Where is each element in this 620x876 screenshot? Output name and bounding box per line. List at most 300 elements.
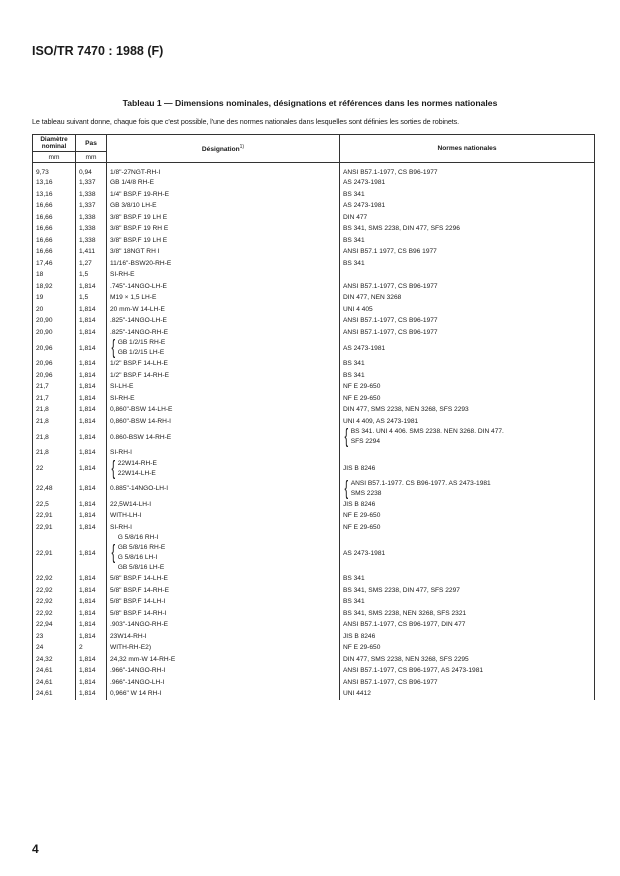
designation-cell [107, 427, 340, 447]
pitch-cell: 1,814 [76, 416, 107, 428]
pitch-cell: 1,338 [76, 223, 107, 235]
standards-text: ANSI B57.1-1977, CS B96-1977 [343, 282, 438, 290]
diameter-cell: 18 [33, 269, 76, 281]
designation-cell [107, 258, 340, 270]
table-row [33, 223, 595, 235]
table-row [33, 619, 595, 631]
table-row [33, 269, 595, 281]
table-row [33, 177, 595, 189]
standards-text: BS 341, SMS 2238, NEN 3268, SFS 2321 [343, 609, 467, 617]
designation-text: 0,966" W 14 RH-I [110, 690, 162, 698]
intro-text: Le tableau suivant donne, chaque fois que c'est possible, l'une des normes nationales dans lesquelles sont définies les sorties de robinets. [32, 117, 460, 126]
table-row [33, 315, 595, 327]
standards-cell [340, 246, 595, 258]
table-row [33, 510, 595, 522]
designation-text: 20 mm-W 14-LH-E [110, 305, 165, 313]
diameter-cell: 22,91 [33, 510, 76, 522]
table-row [33, 447, 595, 459]
designation-cell [107, 315, 340, 327]
table-row [33, 573, 595, 585]
pitch-cell: 1,814 [76, 631, 107, 643]
designation-text: .966"-14NGO-RH-I [110, 667, 166, 675]
standards-cell [340, 427, 595, 447]
table-row [33, 642, 595, 654]
standards-cell [340, 393, 595, 405]
diameter-cell: 21,7 [33, 393, 76, 405]
designation-lines [118, 338, 166, 358]
standards-cell [340, 608, 595, 620]
designation-text: 0,860"-BSW 14-RH-I [110, 417, 171, 425]
standards-cell [340, 499, 595, 511]
standards-cell [340, 447, 595, 459]
col-header-normes: Normes nationales [340, 135, 595, 163]
pitch-cell: 1,814 [76, 358, 107, 370]
designation-cell [107, 522, 340, 534]
designation-text: 1/4" BSP.F 19-RH-E [110, 190, 170, 198]
table-row [33, 358, 595, 370]
standards-cell [340, 642, 595, 654]
table-row [33, 459, 595, 479]
diameter-cell: 19 [33, 292, 76, 304]
standards-text: BS 341, SMS 2238, DIN 477, SFS 2297 [343, 586, 460, 594]
table-row [33, 327, 595, 339]
table-row [33, 200, 595, 212]
designation-cell [107, 677, 340, 689]
designation-cell [107, 304, 340, 316]
pitch-cell: 1,5 [76, 292, 107, 304]
designation-cell [107, 163, 340, 178]
designation-brace: { [111, 458, 116, 479]
designation-text: 24,32 mm-W 14-RH-E [110, 655, 176, 663]
standards-cell [340, 522, 595, 534]
standards-text: ANSI B57.1-1977, CS B96-1977 [343, 168, 438, 176]
table-row [33, 533, 595, 573]
table-row [33, 246, 595, 258]
table-row [33, 393, 595, 405]
designation-cell [107, 416, 340, 428]
diameter-cell: 16,66 [33, 235, 76, 247]
standards-cell [340, 677, 595, 689]
designation-text: SI-RH-E [110, 394, 135, 402]
standards-text: UNI 4 409, AS 2473-1981 [343, 417, 419, 425]
standards-text: JIS B 8246 [343, 465, 376, 472]
standards-line: SMS 2238 [350, 489, 382, 497]
table-caption: Tableau 1 — Dimensions nominales, désignations et références dans les normes nationales [122, 98, 498, 108]
standards-cell [340, 292, 595, 304]
standards-text: BS 341 [343, 236, 365, 244]
designation-text: 1/8"-27NGT-RH-I [110, 168, 161, 176]
table-row [33, 258, 595, 270]
standards-text: BS 341 [343, 259, 365, 267]
pitch-cell: 1,814 [76, 338, 107, 358]
table-row [33, 677, 595, 689]
designation-cell [107, 381, 340, 393]
standards-text: NF E 29-650 [343, 644, 381, 652]
pitch-cell: 1,814 [76, 688, 107, 700]
designation-cell [107, 499, 340, 511]
standards-text: JIS B 8246 [343, 632, 376, 640]
standards-cell [340, 631, 595, 643]
standards-cell [340, 177, 595, 189]
standards-text: JIS B 8246 [343, 500, 376, 508]
standards-text: ANSI B57.1 1977, CS B96 1977 [343, 248, 437, 256]
standards-line: ANSI B57.1-1977. CS B96-1977. AS 2473-1981 [350, 479, 491, 487]
pitch-cell: 1,338 [76, 189, 107, 201]
designation-cell [107, 358, 340, 370]
designation-cell [107, 665, 340, 677]
standards-text: NF E 29-650 [343, 394, 381, 402]
standards-cell [340, 223, 595, 235]
diameter-cell: 21,8 [33, 416, 76, 428]
designation-cell [107, 585, 340, 597]
diameter-cell: 23 [33, 631, 76, 643]
col-header-pas: Pas [76, 135, 107, 152]
designation-cell [107, 479, 340, 499]
standards-cell [340, 281, 595, 293]
pitch-cell: 1,814 [76, 585, 107, 597]
designation-line: GB 5/8/16 LH-E [117, 564, 165, 571]
designation-text: 3/8" 18NGT RH I [110, 248, 160, 256]
standards-text: NF E 29-650 [343, 523, 381, 531]
standards-line: SFS 2294 [350, 438, 381, 445]
designation-cell [107, 223, 340, 235]
table-row [33, 427, 595, 447]
standards-text: DIN 477 [343, 213, 368, 221]
pitch-cell: 1,814 [76, 677, 107, 689]
pitch-cell: 1,814 [76, 281, 107, 293]
standards-text: BS 341 [343, 371, 365, 379]
table-row [33, 338, 595, 358]
designation-cell [107, 338, 340, 358]
designation-text: WITH-RH-E2) [110, 644, 152, 652]
standards-cell [340, 596, 595, 608]
diameter-cell: 22 [33, 459, 76, 479]
standards-cell [340, 573, 595, 585]
standards-text: ANSI B57.1-1977, CS B96-1977, DIN 477 [343, 621, 466, 629]
designation-text: 5/8" BSP.F 14-RH-E [110, 586, 170, 594]
designation-text: M19 × 1,5 LH-E [110, 294, 157, 302]
designation-line: GB 1/2/15 RH-E [117, 339, 166, 346]
designation-cell [107, 608, 340, 620]
pitch-cell: 1,814 [76, 327, 107, 339]
designation-text: .745"-14NGO-LH-E [110, 282, 167, 290]
standards-cell [340, 381, 595, 393]
diameter-cell: 22,91 [33, 522, 76, 534]
pitch-cell: 1,814 [76, 619, 107, 631]
diameter-cell: 16,66 [33, 246, 76, 258]
standards-cell [340, 269, 595, 281]
standards-cell [340, 619, 595, 631]
col-header-diametre: Diamètre nominal [33, 135, 76, 152]
pitch-cell: 1,814 [76, 447, 107, 459]
pitch-cell: 1,814 [76, 654, 107, 666]
diameter-cell: 9,73 [33, 163, 76, 178]
unit-pas: mm [76, 152, 107, 163]
standards-text: BS 341, SMS 2238, DIN 477, SFS 2296 [343, 225, 460, 233]
designation-cell [107, 573, 340, 585]
designation-text: 23W14-RH-I [110, 632, 147, 640]
standards-cell [340, 235, 595, 247]
table-row [33, 370, 595, 382]
standards-text: AS 2473-1981 [343, 344, 386, 352]
table-row [33, 281, 595, 293]
designation-line: 22W14-RH-E [117, 459, 157, 467]
standards-cell [340, 585, 595, 597]
unit-diametre: mm [33, 152, 76, 163]
pitch-cell: 2 [76, 642, 107, 654]
standards-cell [340, 163, 595, 178]
pitch-cell: 1,5 [76, 269, 107, 281]
page-number: 4 [32, 842, 39, 856]
diameter-cell: 16,66 [33, 212, 76, 224]
standards-cell [340, 510, 595, 522]
table-row [33, 416, 595, 428]
pitch-cell: 1,814 [76, 404, 107, 416]
standards-text: DIN 477, SMS 2238, NEN 3268, SFS 2295 [343, 655, 469, 663]
diameter-cell: 22,48 [33, 479, 76, 499]
table-row [33, 688, 595, 700]
table-row [33, 404, 595, 416]
standards-text: ANSI B57.1-1977, CS B96-1977, AS 2473-1981 [343, 667, 484, 675]
diameter-cell: 16,66 [33, 200, 76, 212]
designation-text: 3/8" BSP.F 19 LH E [110, 236, 168, 244]
standards-text: NF E 29-650 [343, 383, 381, 391]
pitch-cell: 1,337 [76, 177, 107, 189]
standards-cell [340, 533, 595, 573]
designation-text: 1/2" BSP.F 14-RH-E [110, 371, 170, 379]
designation-text: GB 3/8/10 LH-E [110, 202, 157, 210]
pitch-cell: 1,814 [76, 573, 107, 585]
designation-brace: { [111, 542, 116, 564]
designation-cell [107, 327, 340, 339]
standards-text: DIN 477, SMS 2238, NEN 3268, SFS 2293 [343, 406, 469, 414]
designation-line: GB 5/8/16 RH-E [117, 544, 166, 551]
table-row [33, 304, 595, 316]
designation-cell [107, 292, 340, 304]
standards-text: BS 341 [343, 190, 365, 198]
designation-text: 5/8" BSP.F 14-RH-I [110, 609, 167, 617]
designation-text: 0,860"-BSW 14-LH-E [110, 406, 173, 414]
pitch-cell: 1,814 [76, 315, 107, 327]
pitch-cell: 1,814 [76, 304, 107, 316]
designation-line: 22W14-LH-E [117, 469, 156, 477]
designation-cell [107, 459, 340, 479]
col-header-designation [107, 135, 340, 163]
table-row [33, 499, 595, 511]
designation-text: .825"-14NGO-LH-E [110, 317, 167, 325]
designation-lines [118, 459, 157, 479]
designation-brace: { [111, 338, 116, 358]
pitch-cell: 1,814 [76, 533, 107, 573]
pitch-cell: 1,814 [76, 393, 107, 405]
designation-cell [107, 631, 340, 643]
standards-text: NF E 29-650 [343, 512, 381, 520]
pitch-cell: 1,814 [76, 510, 107, 522]
standards-brace: { [344, 478, 349, 499]
table-row [33, 235, 595, 247]
standards-cell [340, 654, 595, 666]
diameter-cell: 20 [33, 304, 76, 316]
designation-text: 5/8" BSP.F 14-LH-I [110, 598, 166, 606]
standards-text: AS 2473-1981 [343, 202, 386, 210]
designation-cell [107, 235, 340, 247]
table-row [33, 212, 595, 224]
designation-cell [107, 404, 340, 416]
pitch-cell: 1,814 [76, 381, 107, 393]
table-row [33, 665, 595, 677]
diameter-cell: 21,8 [33, 447, 76, 459]
standards-text: DIN 477, NEN 3268 [343, 294, 402, 302]
designation-cell [107, 533, 340, 573]
designation-text: GB 1/4/8 RH-E [110, 179, 154, 187]
standards-cell [340, 404, 595, 416]
pitch-cell: 1,814 [76, 479, 107, 499]
diameter-cell: 22,91 [33, 533, 76, 573]
standards-cell [340, 338, 595, 358]
designation-text: 0.885"-14NGO-LH-I [110, 485, 169, 492]
diameter-cell: 22,92 [33, 596, 76, 608]
standards-cell [340, 358, 595, 370]
standards-cell [340, 200, 595, 212]
standards-cell [340, 459, 595, 479]
table-row [33, 522, 595, 534]
designation-text: 5/8" BSP.F 14-LH-E [110, 575, 168, 583]
standards-cell [340, 212, 595, 224]
diameter-cell: 24,61 [33, 677, 76, 689]
diameter-cell: 24,61 [33, 688, 76, 700]
standards-text: UNI 4412 [343, 690, 371, 698]
table-row [33, 292, 595, 304]
standards-text: ANSI B57.1-1977, CS B96-1977 [343, 317, 438, 325]
table-body [33, 163, 595, 700]
diameter-cell: 20,90 [33, 327, 76, 339]
table-row [33, 631, 595, 643]
standards-cell [340, 479, 595, 499]
standards-cell [340, 258, 595, 270]
pitch-cell: 1,338 [76, 235, 107, 247]
designation-cell [107, 246, 340, 258]
standards-text: ANSI B57.1-1977, CS B96-1977 [343, 328, 438, 336]
designation-cell [107, 212, 340, 224]
designation-text: .903"-14NGO-RH-E [110, 621, 169, 629]
pitch-cell: 1,814 [76, 459, 107, 479]
designation-cell [107, 393, 340, 405]
designation-text: 22,5W14-LH-I [110, 500, 152, 508]
document-header: ISO/TR 7470 : 1988 (F) [32, 44, 164, 58]
diameter-cell: 22,94 [33, 619, 76, 631]
designation-line: G 5/8/16 RH-I [117, 534, 159, 541]
table-row [33, 479, 595, 499]
standards-cell [340, 189, 595, 201]
table-row [33, 189, 595, 201]
diameter-cell: 22,5 [33, 499, 76, 511]
diameter-cell: 24,61 [33, 665, 76, 677]
pitch-cell: 1,814 [76, 596, 107, 608]
diameter-cell: 21,7 [33, 381, 76, 393]
standards-text: UNI 4 405 [343, 305, 373, 313]
pitch-cell: 1,411 [76, 246, 107, 258]
standards-text: BS 341 [343, 575, 365, 583]
designation-cell [107, 619, 340, 631]
designation-text: 0.860-BSW 14-RH-E [110, 433, 172, 441]
pitch-cell: 1,814 [76, 665, 107, 677]
designation-footnote: 1) [239, 143, 245, 150]
pitch-cell: 1,338 [76, 212, 107, 224]
dimensions-table [32, 134, 595, 700]
designation-label: Désignation [201, 146, 240, 154]
standards-text: ANSI B57.1-1977, CS B96-1977 [343, 678, 438, 686]
standards-cell [340, 416, 595, 428]
standards-lines [351, 427, 504, 447]
designation-cell [107, 510, 340, 522]
diameter-cell: 17,46 [33, 258, 76, 270]
designation-text: SI-RH-I [110, 523, 132, 531]
diameter-cell: 20,96 [33, 370, 76, 382]
standards-cell [340, 665, 595, 677]
designation-lines [118, 533, 166, 573]
standards-cell [340, 327, 595, 339]
standards-cell [340, 315, 595, 327]
diameter-cell: 13,16 [33, 189, 76, 201]
pitch-cell: 1,814 [76, 608, 107, 620]
designation-cell [107, 177, 340, 189]
pitch-cell: 1,814 [76, 370, 107, 382]
table-row [33, 596, 595, 608]
designation-cell [107, 688, 340, 700]
pitch-cell: 1,814 [76, 522, 107, 534]
designation-cell [107, 269, 340, 281]
designation-line: G 5/8/16 LH-I [117, 554, 158, 561]
standards-brace: { [344, 427, 349, 447]
designation-cell [107, 189, 340, 201]
designation-line: GB 1/2/15 LH-E [117, 349, 165, 356]
standards-text: BS 341 [343, 360, 365, 368]
designation-text: SI-RH-I [110, 449, 132, 457]
standards-cell [340, 304, 595, 316]
designation-cell [107, 370, 340, 382]
pitch-cell: 1,337 [76, 200, 107, 212]
designation-text: .966"-14NGO-LH-I [110, 678, 165, 686]
standards-cell [340, 688, 595, 700]
diameter-cell: 22,92 [33, 573, 76, 585]
pitch-cell: 1,814 [76, 499, 107, 511]
diameter-cell: 13,16 [33, 177, 76, 189]
designation-text: 11/16"-BSW20-RH-E [110, 259, 172, 267]
designation-cell [107, 281, 340, 293]
designation-cell [107, 654, 340, 666]
designation-cell [107, 642, 340, 654]
designation-text: SI-RH-E [110, 271, 135, 279]
table-row [33, 654, 595, 666]
diameter-cell: 22,92 [33, 608, 76, 620]
standards-text: BS 341 [343, 598, 365, 606]
diameter-cell: 16,66 [33, 223, 76, 235]
pitch-cell: 1,27 [76, 258, 107, 270]
designation-cell [107, 200, 340, 212]
designation-text: 3/8" BSP.F 19 RH E [110, 225, 169, 233]
diameter-cell: 24,32 [33, 654, 76, 666]
pitch-cell: 1,814 [76, 427, 107, 447]
table-row [33, 608, 595, 620]
table-row [33, 381, 595, 393]
standards-line: BS 341. UNI 4 406. SMS 2238. NEN 3268. DIN 477. [350, 428, 504, 435]
standards-cell [340, 370, 595, 382]
diameter-cell: 24 [33, 642, 76, 654]
designation-text: 1/2" BSP.F 14-LH-E [110, 360, 168, 368]
designation-text: SI-LH-E [110, 383, 134, 391]
diameter-cell: 18,92 [33, 281, 76, 293]
diameter-cell: 20,90 [33, 315, 76, 327]
